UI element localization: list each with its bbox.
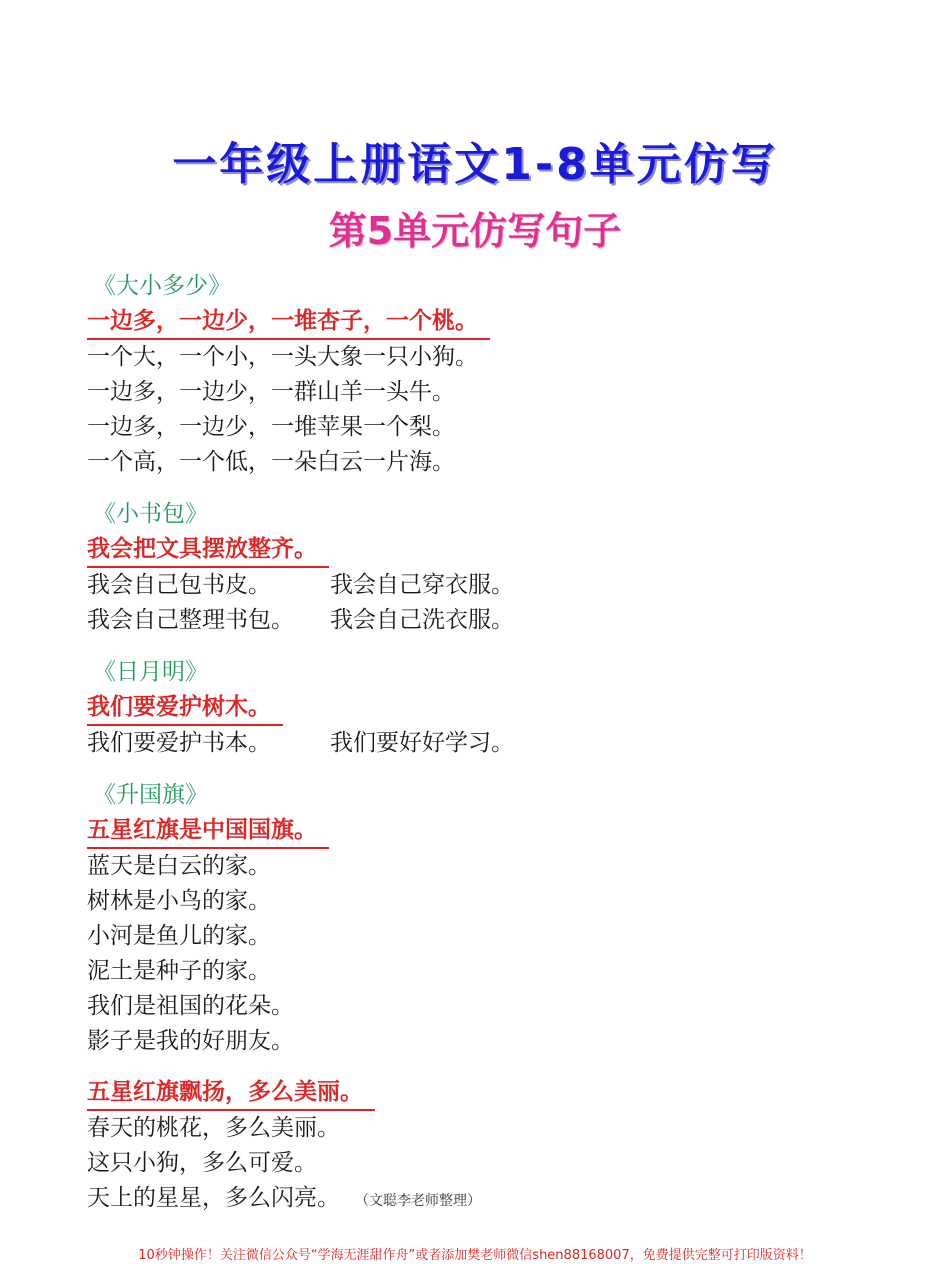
section-xiao-shu-bao — [87, 496, 907, 638]
example-line: 影子是我的好朋友。 — [87, 1028, 294, 1054]
example-text: 天上的星星，多么闪亮。 — [87, 1185, 340, 1211]
model-sentence: 我会把文具摆放整齐。 — [87, 532, 329, 568]
section-heading: 《升国旗》 — [93, 782, 208, 808]
example-line: 蓝天是白云的家。 — [87, 853, 271, 879]
model-sentence: 五星红旗是中国国旗。 — [87, 813, 329, 849]
example-left: 我会自己整理书包。 — [87, 607, 294, 633]
section-heading: 《大小多少》 — [93, 273, 231, 299]
example-pair — [87, 603, 907, 638]
section-ri-yue-ming — [87, 654, 907, 761]
model-sentence: 五星红旗飘扬，多么美丽。 — [87, 1075, 375, 1111]
example-line: 树林是小鸟的家。 — [87, 888, 271, 914]
footer-promo: 10秒钟操作！关注微信公众号“学海无涯甜作舟”或者添加樊老师微信shen88168007，免费提供完整可打印版资料！ — [138, 1248, 812, 1263]
section-heading: 《小书包》 — [93, 501, 208, 527]
example-left: 我会自己包书皮。 — [87, 572, 271, 598]
example-line: 一个高，一个低，一朵白云一片海。 — [87, 449, 455, 475]
section-wu-xing-hong-qi — [87, 1075, 907, 1216]
document-subtitle: 第5单元仿写句子 — [328, 209, 622, 253]
credit-note: （文聪李老师整理） — [362, 1193, 481, 1209]
example-left: 我们要爱护书本。 — [87, 730, 271, 756]
example-right: 我们要好好学习。 — [330, 730, 514, 756]
example-line: 小河是鱼儿的家。 — [87, 923, 271, 949]
example-right: 我会自己洗衣服。 — [330, 607, 514, 633]
example-line: 我们是祖国的花朵。 — [87, 993, 294, 1019]
example-pair — [87, 568, 907, 603]
section-sheng-guo-qi — [87, 777, 907, 1059]
example-line-with-credit — [87, 1181, 907, 1216]
model-sentence: 我们要爱护树木。 — [87, 690, 283, 726]
example-line: 春天的桃花，多么美丽。 — [87, 1115, 340, 1141]
example-line: 一边多，一边少，一堆苹果一个梨。 — [87, 414, 455, 440]
example-pair — [87, 726, 907, 761]
document-title: 一年级上册语文1-8单元仿写 — [172, 139, 778, 190]
example-line: 泥土是种子的家。 — [87, 958, 271, 984]
model-sentence: 一边多，一边少，一堆杏子，一个桃。 — [87, 304, 490, 340]
section-heading: 《日月明》 — [93, 659, 208, 685]
example-line: 这只小狗，多么可爱。 — [87, 1150, 317, 1176]
content — [87, 268, 907, 1216]
example-line: 一个大，一个小，一头大象一只小狗。 — [87, 344, 478, 370]
example-line: 一边多，一边少，一群山羊一头牛。 — [87, 379, 455, 405]
section-da-xiao-duo-shao — [87, 268, 907, 480]
example-right: 我会自己穿衣服。 — [330, 572, 514, 598]
